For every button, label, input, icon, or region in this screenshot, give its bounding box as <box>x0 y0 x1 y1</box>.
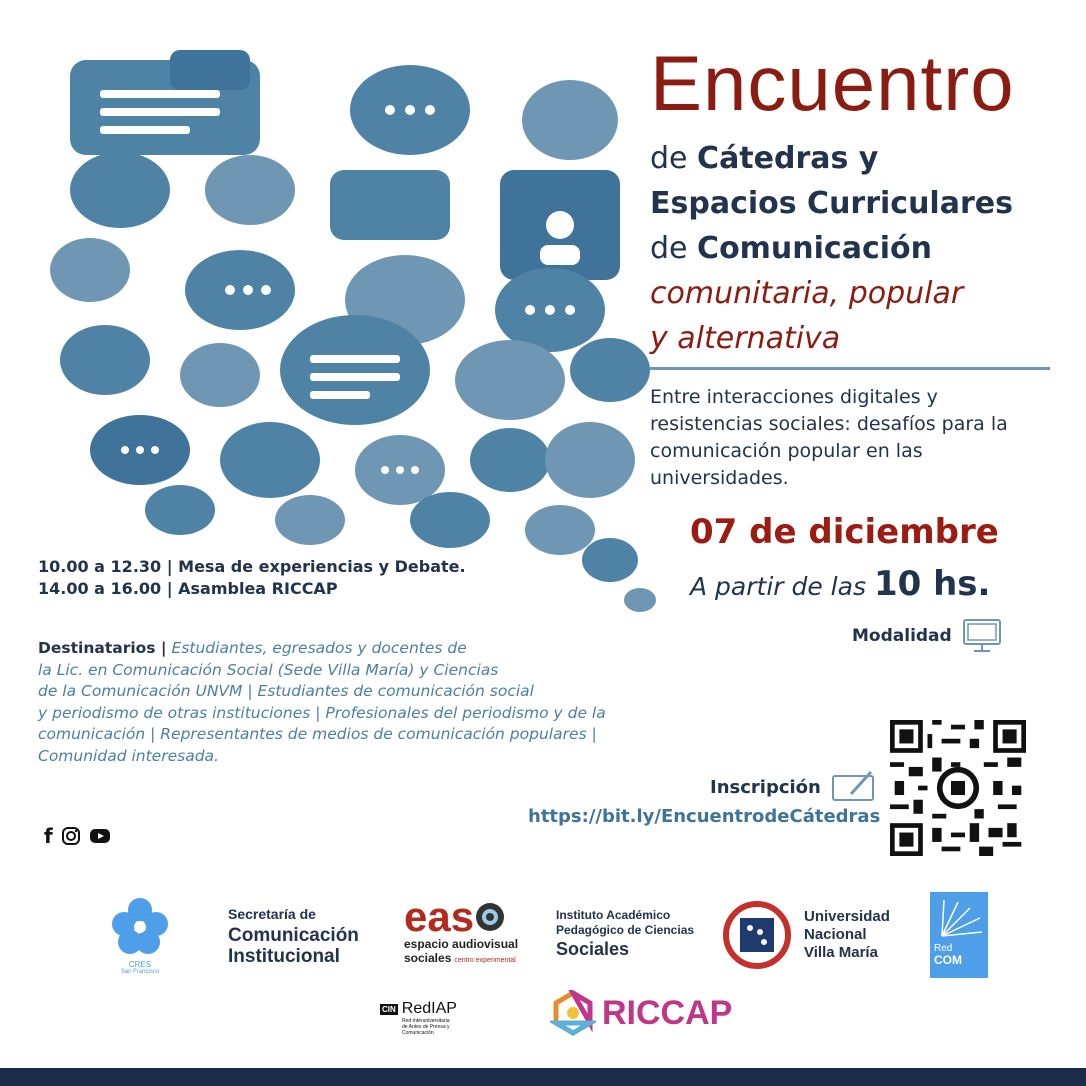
subtitle-line3-bold: Comunicación <box>697 231 932 266</box>
destinatarios-line: comunicación | Representantes de medios de comunicación populares | <box>38 725 597 743</box>
secretaria-line1: Secretaría de <box>228 906 316 922</box>
camera-lens-icon <box>474 901 506 933</box>
destinatarios-line: y periodismo de otras instituciones | Profesionales del periodismo y de la <box>38 703 606 722</box>
subtitle-line1-light: de <box>650 141 698 176</box>
eas-line3: centro experimental <box>454 957 516 964</box>
unvm-line2: Nacional <box>804 926 867 943</box>
redcom-logo <box>930 892 988 978</box>
destinatarios-line: de la Comunicación UNVM | Estudiantes de comunicación social <box>38 682 534 700</box>
facebook-icon[interactable]: f <box>44 824 53 848</box>
registration-link[interactable]: https://bit.ly/EncuentrodeCátedras <box>528 806 881 827</box>
rediap-badge: CIN <box>382 1004 396 1014</box>
event-subtitle <box>650 136 1050 361</box>
event-date: 07 de diciembre <box>690 512 999 552</box>
secretaria-line2: Comunicación <box>228 925 359 946</box>
destinatarios-label: Destinatarios | <box>38 639 167 657</box>
footer-bar <box>0 1068 1086 1086</box>
secretaria-logo <box>228 904 359 967</box>
event-time <box>690 564 990 604</box>
iapcs-line2: Pedagógico de Ciencias <box>556 923 695 937</box>
eas-line2: sociales <box>404 951 452 965</box>
speech-bubbles-illustration <box>30 40 680 630</box>
modalidad-label: Modalidad <box>852 626 952 646</box>
form-pen-icon <box>831 770 877 804</box>
inscripcion-label: Inscripción <box>710 776 821 798</box>
cres-sub: San Francisco <box>120 969 160 975</box>
cres-name: CRES <box>128 960 152 969</box>
redcom-line1: Red <box>934 943 953 954</box>
rediap-sub1: Red Interuniversitaria <box>402 1018 450 1024</box>
eas-logo <box>404 893 534 968</box>
modalidad <box>852 618 1002 654</box>
secretaria-line3: Institucional <box>228 946 340 967</box>
riccap-logo <box>550 990 732 1036</box>
eas-word: eas <box>404 893 475 940</box>
instagram-icon[interactable] <box>61 826 81 846</box>
schedule-item: 14.00 a 16.00 | Asamblea RICCAP <box>38 579 338 598</box>
event-title: Encuentro <box>650 39 1015 127</box>
rediap-name: RedIAP <box>401 1000 457 1017</box>
redcom-line2: COM <box>934 953 962 967</box>
inscripcion <box>710 770 877 804</box>
iapcs-line3: Sociales <box>556 939 630 959</box>
iapcs-line1: Instituto Académico <box>556 908 671 922</box>
rediap-logo <box>380 1000 457 1036</box>
destinatarios-line: Comunidad interesada. <box>38 746 219 765</box>
subtitle-line3-light: de <box>650 231 698 266</box>
unvm-line1: Universidad <box>804 908 890 925</box>
monitor-icon <box>962 618 1002 654</box>
unvm-logo <box>722 900 890 970</box>
schedule <box>38 556 466 600</box>
subtitle-line2: Espacios Curriculares <box>650 186 1013 221</box>
unvm-emblem-icon <box>722 900 792 970</box>
qr-code[interactable] <box>890 720 1026 856</box>
social-links <box>44 824 111 848</box>
subtitle-line5: y alternativa <box>650 321 841 356</box>
subtitle-line4: comunitaria, popular <box>650 276 964 311</box>
schedule-item: 10.00 a 12.30 | Mesa de experiencias y Debate. <box>38 557 466 576</box>
time-value: 10 hs. <box>873 564 991 604</box>
riccap-hexagon-icon <box>550 990 596 1036</box>
flower-icon <box>110 896 170 956</box>
destinatarios <box>38 638 638 767</box>
cres-logo <box>110 896 170 976</box>
time-prefix: A partir de las <box>690 572 866 601</box>
event-topic: Entre interacciones digitales y resistencias sociales: desafíos para la comunicación popular en las universidades. <box>650 386 1008 489</box>
unvm-line3: Villa María <box>804 944 878 961</box>
destinatarios-line: la Lic. en Comunicación Social (Sede Villa María) y Ciencias <box>38 660 499 679</box>
youtube-icon[interactable] <box>89 827 111 845</box>
destinatarios-line: Estudiantes, egresados y docentes de <box>171 639 467 657</box>
redcom-emblem-icon <box>934 896 984 940</box>
divider <box>650 367 1050 370</box>
subtitle-line1-bold: Cátedras y <box>697 141 879 176</box>
eas-line1: espacio audiovisual <box>404 937 519 951</box>
rediap-sub2: de Antes de Prensa y <box>402 1024 450 1030</box>
rediap-sub3: Comunicación <box>402 1030 434 1036</box>
iapcs-logo <box>556 908 694 960</box>
riccap-name: RICCAP <box>602 993 733 1032</box>
